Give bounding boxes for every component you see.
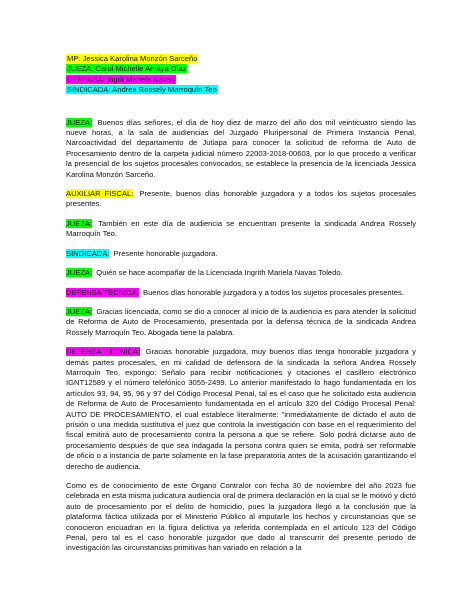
speaker-label: JUEZA:	[66, 306, 93, 316]
header-defensa-text: DEFENSA: Ingrit Mariela Navas	[67, 74, 175, 84]
speaker-label: JUEZA:	[66, 268, 93, 278]
paragraph-text: Presente, buenos días honorable juzgadora y a todos los sujetos procesales presentes.	[66, 189, 416, 209]
transcript-body	[66, 118, 416, 554]
paragraph-3	[66, 219, 416, 240]
paragraph-2	[66, 189, 416, 210]
paragraph-text: También en este día de audiencia se encuentran presente la sindicada Andrea Rossely Marroquín Teo.	[66, 218, 416, 239]
speaker-label: SINDICADA:	[66, 248, 110, 258]
header-jueza	[66, 64, 416, 74]
header-jueza-text: JUEZA: Carol Michelle Amaya Díaz	[67, 64, 187, 74]
paragraph-6	[66, 288, 416, 298]
paragraph-text: Gracias honorable juzgadora, muy buenos días tenga honorable juzgadora y demás partes procesales, en mi calidad de defensora de la sindicada la señora Andrea Rossely Marroquín Teo, expongo: Señalo para recibir notificaciones y citaciones el casillero electrónico IGNT12589 y el número telefónico 3055-2499. Lo anterior manifestado lo hago fundamentada en los artículos 93, 94, 95, 96 y 97 del Código Procesal Penal, tal es el caso que he solicitado esta audiencia de Reforma de Auto de Procesamiento fundamentada en el artículo 320 del Código Procesal Penal: AUTO DE PROCESAMIENTO, el cual establece literalmente: "inmediatamente de dictado el auto de prisión o una medida sustitutiva el juez que controla la investigación con base en el requerimiento del fiscal emitirá auto de procesamiento contra la persona a que se refiere. Solo podrá dictarse auto de procesamiento después de que sea indagada la persona contra quien se emita, podrá ser reformable de oficio o a instancia de parte solamente en la fase preparatoria antes de la acusación garantizando el derecho de audiencia.	[66, 347, 416, 471]
speaker-label: AUXILIAR FISCAL:	[66, 189, 134, 199]
paragraph-text: Buenos días honorable juzgadora y a todos los sujetos procesales presentes.	[143, 287, 404, 297]
paragraph-text: Buenos días señores, el día de hoy diez de marzo del año dos mil veinticuatro siendo las nueve horas, a la sala de audiencias del Juzgado Pluripersonal de Primera Instancia Penal, Narcoactividad del departamento de Jutiapa para conocer la solicitud de reforma de Auto de Procesamiento dentro de la carpeta judicial número 22003-2018-00603, por lo que procedo a verificar la presencial de los sujetos procesales convocados, se establece la presencia de la licenciada Jessica Karolina Monzón Sarceño.	[66, 117, 416, 179]
header-sindicada	[66, 85, 416, 95]
paragraph-text: Presente honorable juzgadora.	[113, 248, 218, 258]
paragraph-8	[66, 347, 416, 472]
paragraph-5	[66, 268, 416, 278]
speaker-label: JUEZA:	[66, 117, 93, 127]
paragraph-7	[66, 307, 416, 338]
speaker-label: JUEZA:	[66, 218, 93, 228]
paragraph-9	[66, 481, 416, 554]
header-mp-text: MP: Jessica Karolina Monzón Sarceño	[67, 54, 198, 63]
paragraph-4	[66, 249, 416, 259]
speaker-label: DEFENSA TECNICA:	[66, 347, 141, 357]
paragraph-text: Gracias licenciada, como se dio a conocer al inicio de la audiencia es para atender la solicitud de Reforma de Auto de Procesamiento, presentada por la defensa técnica de la sindicada Andrea Rossely Marroquín Teo. Abogada tiene la palabra.	[66, 306, 416, 337]
header-mp	[66, 54, 416, 64]
paragraph-text: Quién se hace acompañar de la Licenciada Ingrith Mariela Navas Toledo.	[96, 268, 343, 278]
paragraph-1	[66, 118, 416, 180]
speaker-label: DEFENSA TECNICA:	[66, 287, 139, 297]
paragraph-text: Como es de conocimiento de este Órgano Contralor con fecha 30 de noviembre del año 2023 fue celebrada en esta misma judicatura audiencia oral de primera declaración en la cual se le motivó y dictó auto de procesamiento por el delito de homicidio, pues la juzgadora llegó a la conclusión que la plataforma fáctica utilizada por el Ministerio Público al imputarle los hechos y circunstancias que se conocieron encuadran en la figura delictiva ya referida contemplada en el artículo 123 del Código Penal, pero tal es el caso honorable juzgador que dado al transcurrir del presente periodo de investigación las circunstancias primitivas han variado en relación a la	[66, 481, 416, 553]
header-sindicada-text: SINDICADA: Andrea Rossely Marroquín Teo	[67, 85, 217, 95]
header-defensa	[66, 75, 416, 85]
participants-header	[66, 54, 416, 96]
